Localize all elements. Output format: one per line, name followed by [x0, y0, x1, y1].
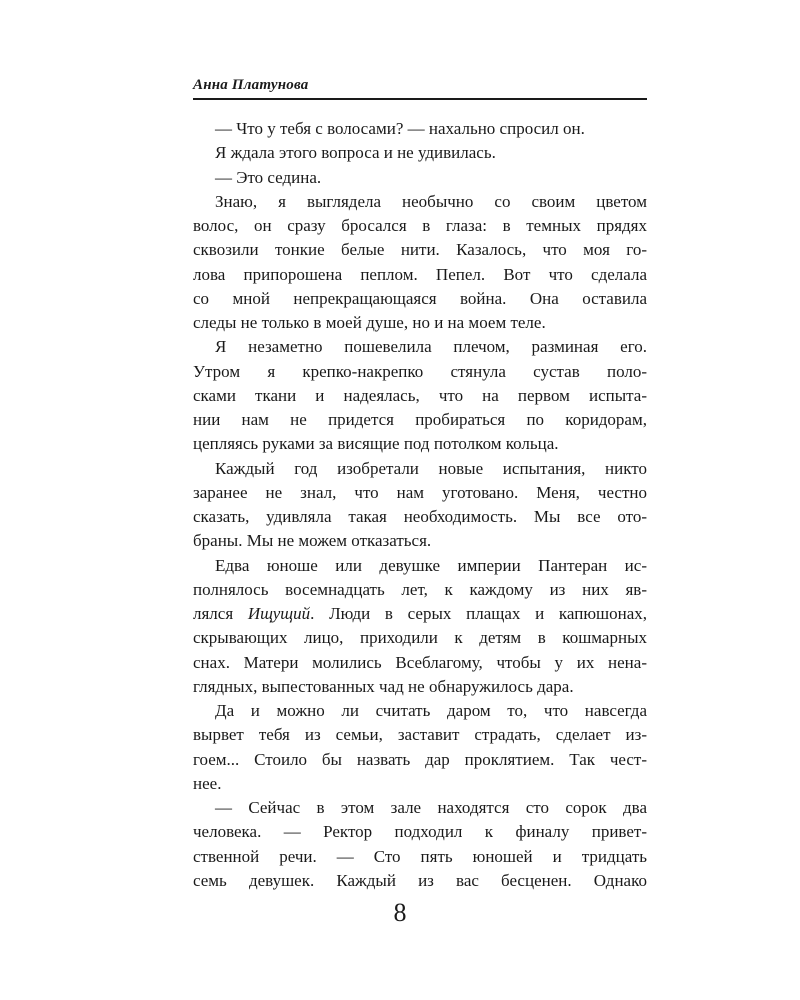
text-line: скрывающих лицо, приходили к детям в кошмарных: [193, 628, 647, 648]
text-line: сквозили тонкие белые нити. Казалось, что моя го-: [193, 240, 647, 260]
page-number: 8: [393, 898, 407, 927]
text-line: нии нам не придется пробираться по коридорам,: [193, 410, 647, 429]
text-line: — Сейчас в этом зале находятся сто сорок два: [215, 798, 647, 817]
running-header: [193, 76, 647, 98]
text-line: человека. — Ректор подходил к финалу привет-: [193, 822, 647, 842]
text-line: Я ждала этого вопроса и не удивилась.: [215, 143, 496, 163]
text-line: [193, 602, 647, 626]
text-line-segment: . Люди в серых плащах и капюшонах,: [310, 604, 648, 623]
text-line: Едва юноше или девушке империи Пантеран ис-: [215, 555, 647, 575]
text-line: следы не только в моей душе, но и на моем теле.: [193, 313, 546, 332]
text-line: ственной речи. — Сто пять юношей и тридцать: [193, 846, 647, 866]
text-line: — Это седина.: [215, 167, 322, 187]
text-line: лова припорошена пеплом. Пепел. Вот что сделала: [193, 264, 647, 284]
text-line: цепляясь руками за висящие под потолком кольца.: [193, 434, 559, 454]
italic-term: Ищущий: [247, 604, 311, 623]
text-line: Я незаметно пошевелила плечом, разминая его.: [215, 337, 647, 357]
text-line: Знаю, я выглядела необычно со своим цветом: [215, 191, 647, 211]
text-line: семь девушек. Каждый из вас бесценен. Однако: [193, 870, 647, 890]
text-line: Утром я крепко-накрепко стянула сустав поло-: [193, 361, 647, 381]
header-rule: [193, 98, 647, 100]
text-line: Да и можно ли считать даром то, что навсегда: [215, 701, 647, 720]
text-line: сками ткани и надеялась, что на первом испыта-: [193, 385, 647, 405]
text-line: нее.: [193, 773, 222, 793]
text-line: глядных, выпестованных чад не обнаружилось дара.: [193, 676, 574, 696]
text-line: полнялось восемнадцать лет, к каждому из них яв-: [193, 579, 647, 599]
header-author: Анна Платунова: [193, 77, 309, 93]
text-line: волос, он сразу бросался в глаза: в темных прядях: [193, 216, 647, 235]
text-line: снах. Матери молились Всеблагому, чтобы у их нена-: [193, 652, 647, 672]
text-line: Каждый год изобретали новые испытания, никто: [215, 458, 647, 478]
text-line-segment: лялся: [193, 604, 248, 623]
body-text: [193, 117, 647, 893]
text-line: вырвет тебя из семьи, заставит страдать, сделает из-: [193, 725, 647, 745]
text-line: сказать, удивляла такая необходимость. Мы все ото-: [193, 507, 647, 526]
text-line: заранее не знал, что нам уготовано. Меня, честно: [193, 482, 647, 502]
text-line: — Что у тебя с волосами? — нахально спросил он.: [215, 119, 585, 138]
text-line: со мной непрекращающаяся война. Она оставила: [193, 288, 647, 308]
text-line: браны. Мы не можем отказаться.: [193, 531, 432, 551]
text-line: гоем... Стоило бы назвать дар проклятием. Так чест-: [193, 749, 647, 769]
